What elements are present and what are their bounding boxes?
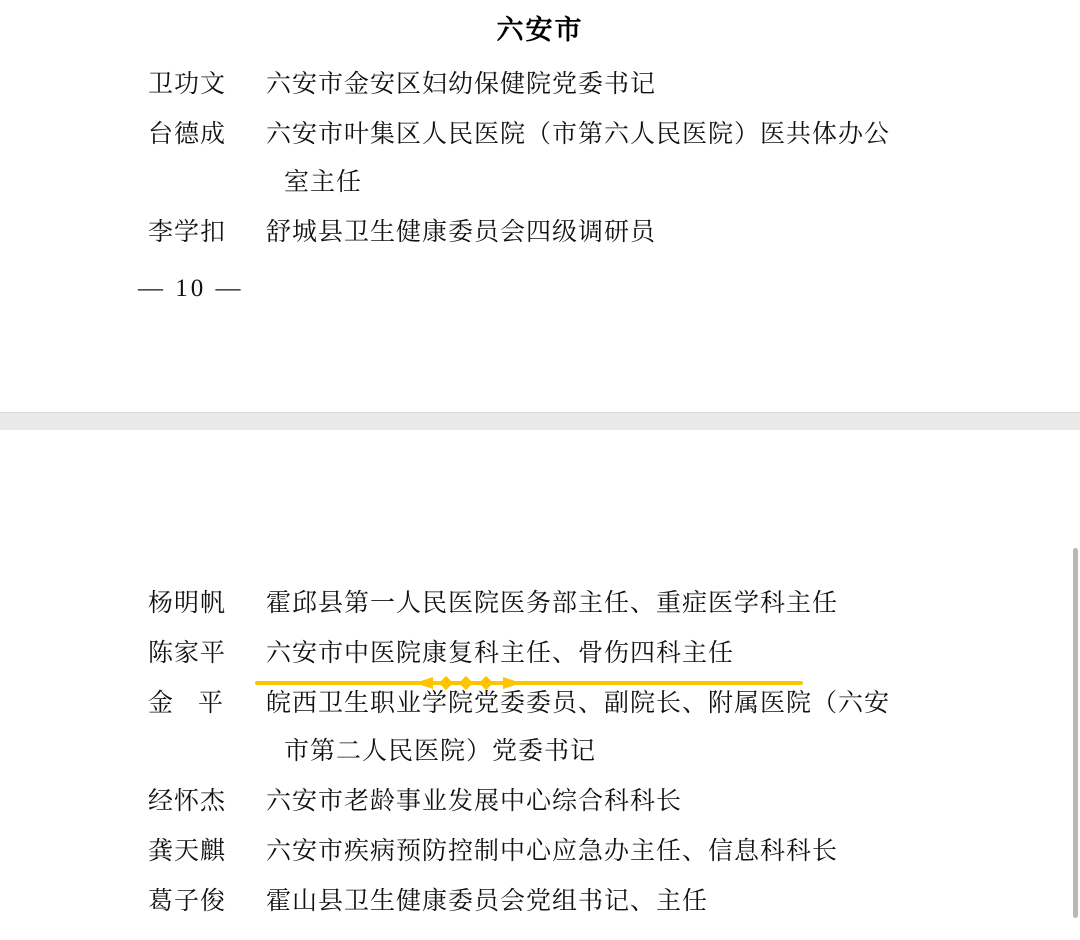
entry-description: 六安市中医院康复科主任、骨伤四科主任	[266, 640, 735, 667]
entry-description-line2: 室主任	[284, 169, 363, 196]
entry-description: 霍邱县第一人民医院医务部主任、重症医学科主任	[266, 590, 839, 617]
list-item	[0, 878, 1080, 926]
list-item	[0, 61, 1080, 109]
entry-description: 六安市金安区妇幼保健院党委书记	[266, 71, 657, 98]
entry-description	[266, 680, 1080, 776]
entry-description	[266, 111, 1080, 207]
entry-name: 龚天麒	[148, 838, 227, 865]
entry-name: 葛子俊	[148, 888, 227, 915]
entry-name: 卫功文	[148, 71, 227, 98]
list-item	[0, 680, 1080, 776]
entry-name: 杨明帆	[148, 590, 227, 617]
scrollbar-thumb[interactable]	[1073, 548, 1078, 918]
page-separator	[0, 412, 1080, 432]
entry-description-line1: 皖西卫生职业学院党委委员、副院长、附属医院（六安	[266, 690, 891, 717]
entry-name: 李学扣	[148, 219, 227, 246]
list-item	[0, 111, 1080, 207]
list-item	[0, 828, 1080, 876]
entry-description: 霍山县卫生健康委员会党组书记、主任	[266, 888, 709, 915]
document-page-top	[0, 0, 1080, 412]
entry-description-line2: 市第二人民医院）党委书记	[284, 738, 597, 765]
list-item	[0, 630, 1080, 678]
document-page-bottom	[0, 430, 1080, 940]
list-item	[0, 580, 1080, 628]
page-title: 六安市	[496, 15, 584, 45]
entry-name: 经怀杰	[148, 788, 227, 815]
vertical-scrollbar[interactable]	[1070, 0, 1080, 940]
entry-description: 六安市老龄事业发展中心综合科科长	[266, 788, 683, 815]
entry-description-line1: 六安市叶集区人民医院（市第六人民医院）医共体办公	[266, 121, 891, 148]
list-item	[0, 209, 1080, 257]
entry-name: 台德成	[148, 121, 227, 148]
list-item	[0, 778, 1080, 826]
entry-description: 舒城县卫生健康委员会四级调研员	[266, 219, 657, 246]
entry-name: 陈家平	[148, 640, 227, 667]
entry-description: 六安市疾病预防控制中心应急办主任、信息科科长	[266, 838, 839, 865]
entry-name: 金 平	[148, 690, 224, 717]
page-number: — 10 —	[138, 275, 244, 302]
